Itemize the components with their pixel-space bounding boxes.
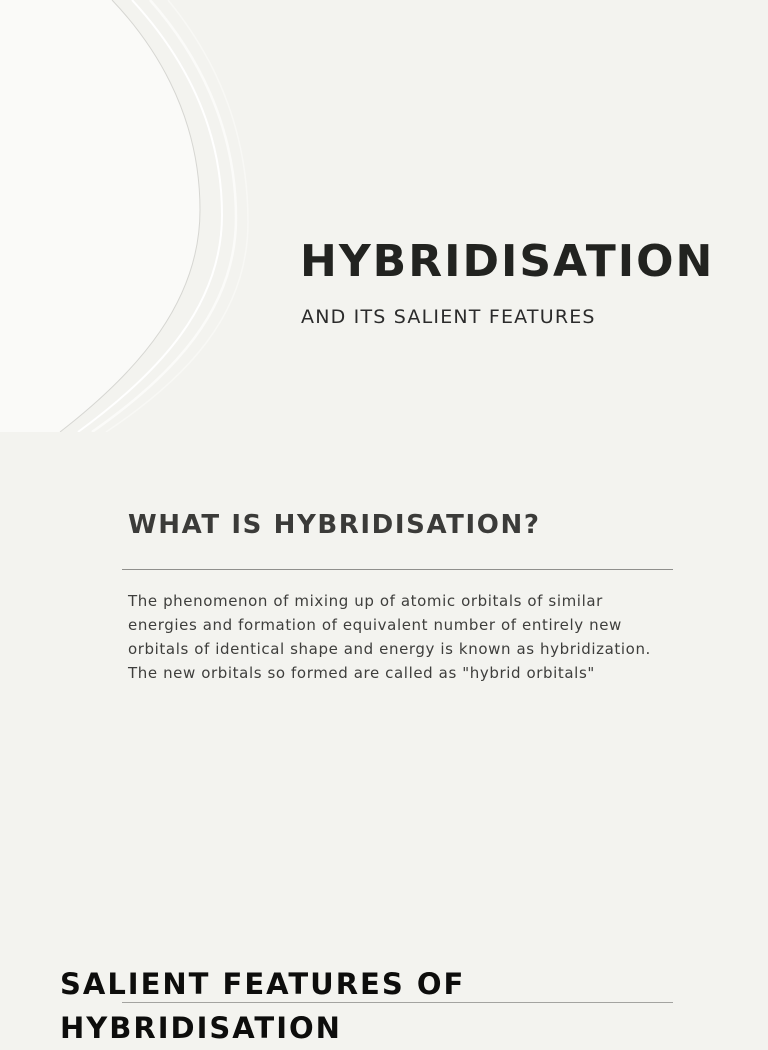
features-slide bbox=[0, 932, 768, 1045]
definition-slide bbox=[0, 432, 768, 932]
decorative-arc-shape bbox=[0, 0, 260, 432]
title-slide bbox=[0, 0, 768, 432]
heading-divider bbox=[122, 1002, 673, 1003]
definition-heading: WHAT IS HYBRIDISATION? bbox=[128, 510, 541, 540]
definition-body-text: The phenomenon of mixing up of atomic orbitals of similar energies and formation of equivalent number of entirely new orbitals of identical shape and energy is known as hybridization. The new orbitals so formed are called as "hybrid orbitals" bbox=[128, 592, 651, 682]
heading-divider bbox=[122, 569, 673, 570]
features-heading: SALIENT FEATURES OF HYBRIDISATION bbox=[60, 967, 466, 1045]
presentation-title: HYBRIDISATION bbox=[300, 236, 715, 287]
presentation-subtitle: AND ITS SALIENT FEATURES bbox=[301, 306, 596, 328]
